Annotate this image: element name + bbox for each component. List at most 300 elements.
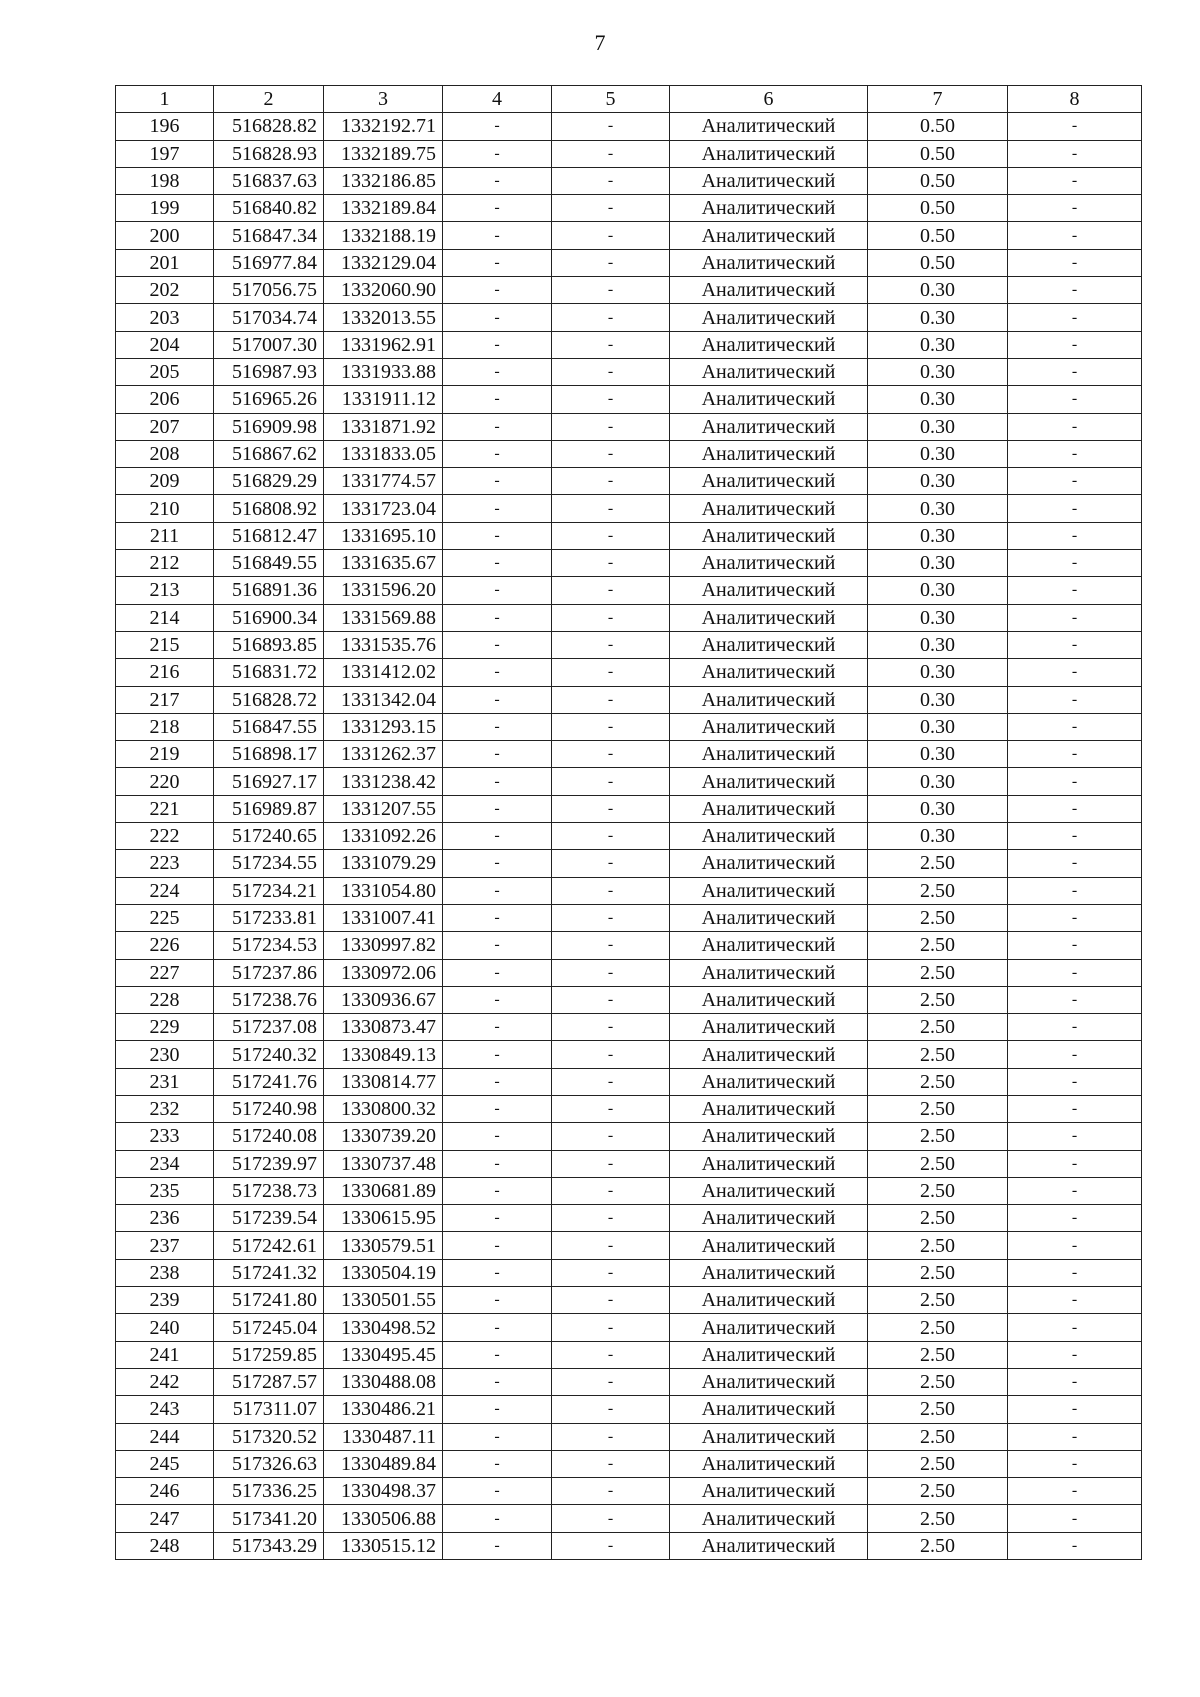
- accuracy-cell: 0.30: [868, 331, 1008, 358]
- table-row: [116, 358, 1142, 385]
- table-row: [116, 1532, 1142, 1559]
- method-cell: Аналитический: [670, 904, 868, 931]
- accuracy-cell: 2.50: [868, 1450, 1008, 1477]
- point-number-cell: 206: [116, 386, 214, 413]
- x-coordinate-cell: 517343.29: [214, 1532, 324, 1559]
- x-coordinate-cell: 517239.54: [214, 1205, 324, 1232]
- column-5-cell: -: [552, 823, 670, 850]
- column-5-cell: -: [552, 1014, 670, 1041]
- column-8-cell: -: [1008, 440, 1142, 467]
- point-number-cell: 202: [116, 277, 214, 304]
- method-cell: Аналитический: [670, 1450, 868, 1477]
- x-coordinate-cell: 516927.17: [214, 768, 324, 795]
- accuracy-cell: 0.30: [868, 440, 1008, 467]
- method-cell: Аналитический: [670, 1532, 868, 1559]
- table-row: [116, 1478, 1142, 1505]
- table-row: [116, 631, 1142, 658]
- column-8-cell: -: [1008, 386, 1142, 413]
- column-8-cell: -: [1008, 604, 1142, 631]
- column-8-cell: -: [1008, 1014, 1142, 1041]
- column-header: 7: [868, 86, 1008, 113]
- column-5-cell: -: [552, 167, 670, 194]
- accuracy-cell: 2.50: [868, 1259, 1008, 1286]
- accuracy-cell: 2.50: [868, 850, 1008, 877]
- coordinates-table: [115, 85, 1142, 1560]
- method-cell: Аналитический: [670, 1177, 868, 1204]
- method-cell: Аналитический: [670, 768, 868, 795]
- y-coordinate-cell: 1330972.06: [324, 959, 443, 986]
- y-coordinate-cell: 1332060.90: [324, 277, 443, 304]
- accuracy-cell: 2.50: [868, 1205, 1008, 1232]
- y-coordinate-cell: 1331962.91: [324, 331, 443, 358]
- accuracy-cell: 2.50: [868, 959, 1008, 986]
- table-row: [116, 113, 1142, 140]
- column-5-cell: -: [552, 550, 670, 577]
- column-5-cell: -: [552, 522, 670, 549]
- accuracy-cell: 0.30: [868, 795, 1008, 822]
- point-number-cell: 229: [116, 1014, 214, 1041]
- point-number-cell: 201: [116, 249, 214, 276]
- x-coordinate-cell: 516893.85: [214, 631, 324, 658]
- point-number-cell: 238: [116, 1259, 214, 1286]
- column-4-cell: -: [443, 741, 552, 768]
- point-number-cell: 240: [116, 1314, 214, 1341]
- column-8-cell: -: [1008, 1041, 1142, 1068]
- column-header: 4: [443, 86, 552, 113]
- method-cell: Аналитический: [670, 795, 868, 822]
- y-coordinate-cell: 1330739.20: [324, 1123, 443, 1150]
- method-cell: Аналитический: [670, 1396, 868, 1423]
- table-row: [116, 468, 1142, 495]
- x-coordinate-cell: 517341.20: [214, 1505, 324, 1532]
- column-header: 1: [116, 86, 214, 113]
- x-coordinate-cell: 516847.34: [214, 222, 324, 249]
- accuracy-cell: 2.50: [868, 1423, 1008, 1450]
- column-4-cell: -: [443, 195, 552, 222]
- column-4-cell: -: [443, 1505, 552, 1532]
- x-coordinate-cell: 516847.55: [214, 713, 324, 740]
- x-coordinate-cell: 516828.72: [214, 686, 324, 713]
- x-coordinate-cell: 517237.08: [214, 1014, 324, 1041]
- column-5-cell: -: [552, 495, 670, 522]
- table-row: [116, 604, 1142, 631]
- y-coordinate-cell: 1330814.77: [324, 1068, 443, 1095]
- column-5-cell: -: [552, 1450, 670, 1477]
- accuracy-cell: 2.50: [868, 1095, 1008, 1122]
- column-5-cell: -: [552, 1123, 670, 1150]
- table-row: [116, 577, 1142, 604]
- method-cell: Аналитический: [670, 1423, 868, 1450]
- column-header: 8: [1008, 86, 1142, 113]
- x-coordinate-cell: 517240.32: [214, 1041, 324, 1068]
- table-row: [116, 413, 1142, 440]
- column-8-cell: -: [1008, 277, 1142, 304]
- column-8-cell: -: [1008, 167, 1142, 194]
- point-number-cell: 211: [116, 522, 214, 549]
- column-8-cell: -: [1008, 358, 1142, 385]
- y-coordinate-cell: 1330737.48: [324, 1150, 443, 1177]
- point-number-cell: 236: [116, 1205, 214, 1232]
- column-header: 6: [670, 86, 868, 113]
- accuracy-cell: 2.50: [868, 1532, 1008, 1559]
- x-coordinate-cell: 517234.21: [214, 877, 324, 904]
- column-4-cell: -: [443, 1205, 552, 1232]
- column-5-cell: -: [552, 1068, 670, 1095]
- column-4-cell: -: [443, 1095, 552, 1122]
- column-4-cell: -: [443, 1150, 552, 1177]
- method-cell: Аналитический: [670, 604, 868, 631]
- column-4-cell: -: [443, 1232, 552, 1259]
- point-number-cell: 224: [116, 877, 214, 904]
- column-5-cell: -: [552, 1532, 670, 1559]
- accuracy-cell: 2.50: [868, 1177, 1008, 1204]
- accuracy-cell: 2.50: [868, 1150, 1008, 1177]
- point-number-cell: 213: [116, 577, 214, 604]
- x-coordinate-cell: 516900.34: [214, 604, 324, 631]
- column-4-cell: -: [443, 358, 552, 385]
- column-8-cell: -: [1008, 795, 1142, 822]
- method-cell: Аналитический: [670, 1068, 868, 1095]
- point-number-cell: 218: [116, 713, 214, 740]
- y-coordinate-cell: 1330498.52: [324, 1314, 443, 1341]
- point-number-cell: 203: [116, 304, 214, 331]
- y-coordinate-cell: 1331238.42: [324, 768, 443, 795]
- column-header: 2: [214, 86, 324, 113]
- y-coordinate-cell: 1332189.75: [324, 140, 443, 167]
- method-cell: Аналитический: [670, 140, 868, 167]
- x-coordinate-cell: 517238.73: [214, 1177, 324, 1204]
- column-8-cell: -: [1008, 768, 1142, 795]
- method-cell: Аналитический: [670, 823, 868, 850]
- x-coordinate-cell: 517238.76: [214, 986, 324, 1013]
- column-5-cell: -: [552, 1341, 670, 1368]
- column-4-cell: -: [443, 631, 552, 658]
- table-row: [116, 741, 1142, 768]
- x-coordinate-cell: 517242.61: [214, 1232, 324, 1259]
- point-number-cell: 208: [116, 440, 214, 467]
- point-number-cell: 234: [116, 1150, 214, 1177]
- column-8-cell: -: [1008, 495, 1142, 522]
- table-row: [116, 277, 1142, 304]
- accuracy-cell: 0.30: [868, 386, 1008, 413]
- method-cell: Аналитический: [670, 1505, 868, 1532]
- y-coordinate-cell: 1331774.57: [324, 468, 443, 495]
- column-8-cell: -: [1008, 959, 1142, 986]
- x-coordinate-cell: 517311.07: [214, 1396, 324, 1423]
- accuracy-cell: 2.50: [868, 1396, 1008, 1423]
- x-coordinate-cell: 517336.25: [214, 1478, 324, 1505]
- table-row: [116, 140, 1142, 167]
- point-number-cell: 232: [116, 1095, 214, 1122]
- accuracy-cell: 0.50: [868, 167, 1008, 194]
- column-5-cell: -: [552, 358, 670, 385]
- column-8-cell: -: [1008, 577, 1142, 604]
- x-coordinate-cell: 517259.85: [214, 1341, 324, 1368]
- y-coordinate-cell: 1332129.04: [324, 249, 443, 276]
- method-cell: Аналитический: [670, 1041, 868, 1068]
- table-row: [116, 1123, 1142, 1150]
- method-cell: Аналитический: [670, 249, 868, 276]
- table-row: [116, 795, 1142, 822]
- column-5-cell: -: [552, 932, 670, 959]
- method-cell: Аналитический: [670, 932, 868, 959]
- accuracy-cell: 0.30: [868, 413, 1008, 440]
- column-5-cell: -: [552, 686, 670, 713]
- table-row: [116, 1396, 1142, 1423]
- point-number-cell: 204: [116, 331, 214, 358]
- accuracy-cell: 0.30: [868, 550, 1008, 577]
- accuracy-cell: 0.30: [868, 522, 1008, 549]
- table-row: [116, 550, 1142, 577]
- table-row: [116, 1423, 1142, 1450]
- point-number-cell: 198: [116, 167, 214, 194]
- y-coordinate-cell: 1330506.88: [324, 1505, 443, 1532]
- method-cell: Аналитический: [670, 1341, 868, 1368]
- column-8-cell: -: [1008, 1287, 1142, 1314]
- column-8-cell: -: [1008, 1123, 1142, 1150]
- column-5-cell: -: [552, 1259, 670, 1286]
- x-coordinate-cell: 516898.17: [214, 741, 324, 768]
- column-5-cell: -: [552, 577, 670, 604]
- column-8-cell: -: [1008, 877, 1142, 904]
- table-row: [116, 1068, 1142, 1095]
- column-8-cell: -: [1008, 1396, 1142, 1423]
- y-coordinate-cell: 1331092.26: [324, 823, 443, 850]
- x-coordinate-cell: 517287.57: [214, 1368, 324, 1395]
- x-coordinate-cell: 516831.72: [214, 659, 324, 686]
- column-8-cell: -: [1008, 686, 1142, 713]
- column-4-cell: -: [443, 1532, 552, 1559]
- method-cell: Аналитический: [670, 468, 868, 495]
- accuracy-cell: 0.30: [868, 577, 1008, 604]
- column-4-cell: -: [443, 222, 552, 249]
- accuracy-cell: 2.50: [868, 1341, 1008, 1368]
- accuracy-cell: 2.50: [868, 1041, 1008, 1068]
- column-4-cell: -: [443, 877, 552, 904]
- point-number-cell: 226: [116, 932, 214, 959]
- x-coordinate-cell: 517237.86: [214, 959, 324, 986]
- column-5-cell: -: [552, 413, 670, 440]
- table-body: [116, 113, 1142, 1560]
- y-coordinate-cell: 1331293.15: [324, 713, 443, 740]
- x-coordinate-cell: 517056.75: [214, 277, 324, 304]
- y-coordinate-cell: 1330501.55: [324, 1287, 443, 1314]
- column-5-cell: -: [552, 249, 670, 276]
- table-row: [116, 331, 1142, 358]
- y-coordinate-cell: 1332188.19: [324, 222, 443, 249]
- y-coordinate-cell: 1331054.80: [324, 877, 443, 904]
- column-5-cell: -: [552, 1177, 670, 1204]
- method-cell: Аналитический: [670, 522, 868, 549]
- method-cell: Аналитический: [670, 659, 868, 686]
- y-coordinate-cell: 1330504.19: [324, 1259, 443, 1286]
- column-4-cell: -: [443, 277, 552, 304]
- point-number-cell: 212: [116, 550, 214, 577]
- table-row: [116, 877, 1142, 904]
- column-4-cell: -: [443, 986, 552, 1013]
- point-number-cell: 246: [116, 1478, 214, 1505]
- point-number-cell: 243: [116, 1396, 214, 1423]
- y-coordinate-cell: 1332192.71: [324, 113, 443, 140]
- column-8-cell: -: [1008, 140, 1142, 167]
- x-coordinate-cell: 516965.26: [214, 386, 324, 413]
- method-cell: Аналитический: [670, 331, 868, 358]
- x-coordinate-cell: 516837.63: [214, 167, 324, 194]
- table-row: [116, 522, 1142, 549]
- column-5-cell: -: [552, 1478, 670, 1505]
- method-cell: Аналитический: [670, 1123, 868, 1150]
- y-coordinate-cell: 1331911.12: [324, 386, 443, 413]
- column-4-cell: -: [443, 1341, 552, 1368]
- column-8-cell: -: [1008, 986, 1142, 1013]
- column-4-cell: -: [443, 823, 552, 850]
- column-5-cell: -: [552, 1150, 670, 1177]
- x-coordinate-cell: 516987.93: [214, 358, 324, 385]
- column-8-cell: -: [1008, 713, 1142, 740]
- column-4-cell: -: [443, 140, 552, 167]
- column-5-cell: -: [552, 741, 670, 768]
- table-row: [116, 1287, 1142, 1314]
- column-4-cell: -: [443, 1014, 552, 1041]
- column-4-cell: -: [443, 1450, 552, 1477]
- y-coordinate-cell: 1331207.55: [324, 795, 443, 822]
- point-number-cell: 247: [116, 1505, 214, 1532]
- accuracy-cell: 2.50: [868, 1068, 1008, 1095]
- table-row: [116, 440, 1142, 467]
- column-8-cell: -: [1008, 1205, 1142, 1232]
- table-row: [116, 222, 1142, 249]
- table-row: [116, 1095, 1142, 1122]
- x-coordinate-cell: 517234.55: [214, 850, 324, 877]
- table-row: [116, 1259, 1142, 1286]
- table-row: [116, 768, 1142, 795]
- y-coordinate-cell: 1331342.04: [324, 686, 443, 713]
- column-8-cell: -: [1008, 304, 1142, 331]
- table-row: [116, 1341, 1142, 1368]
- x-coordinate-cell: 517241.32: [214, 1259, 324, 1286]
- y-coordinate-cell: 1331695.10: [324, 522, 443, 549]
- column-5-cell: -: [552, 1041, 670, 1068]
- accuracy-cell: 2.50: [868, 1014, 1008, 1041]
- x-coordinate-cell: 517007.30: [214, 331, 324, 358]
- accuracy-cell: 0.50: [868, 222, 1008, 249]
- point-number-cell: 242: [116, 1368, 214, 1395]
- column-8-cell: -: [1008, 1314, 1142, 1341]
- column-5-cell: -: [552, 304, 670, 331]
- x-coordinate-cell: 517326.63: [214, 1450, 324, 1477]
- column-5-cell: -: [552, 659, 670, 686]
- column-4-cell: -: [443, 1123, 552, 1150]
- accuracy-cell: 0.30: [868, 468, 1008, 495]
- x-coordinate-cell: 517240.08: [214, 1123, 324, 1150]
- point-number-cell: 225: [116, 904, 214, 931]
- column-5-cell: -: [552, 440, 670, 467]
- column-5-cell: -: [552, 1368, 670, 1395]
- method-cell: Аналитический: [670, 167, 868, 194]
- method-cell: Аналитический: [670, 550, 868, 577]
- method-cell: Аналитический: [670, 577, 868, 604]
- x-coordinate-cell: 516909.98: [214, 413, 324, 440]
- accuracy-cell: 0.50: [868, 249, 1008, 276]
- accuracy-cell: 2.50: [868, 1505, 1008, 1532]
- column-8-cell: -: [1008, 741, 1142, 768]
- accuracy-cell: 0.30: [868, 304, 1008, 331]
- y-coordinate-cell: 1331723.04: [324, 495, 443, 522]
- accuracy-cell: 2.50: [868, 1368, 1008, 1395]
- point-number-cell: 241: [116, 1341, 214, 1368]
- table-row: [116, 1041, 1142, 1068]
- column-4-cell: -: [443, 331, 552, 358]
- column-4-cell: -: [443, 1259, 552, 1286]
- column-5-cell: -: [552, 195, 670, 222]
- method-cell: Аналитический: [670, 386, 868, 413]
- x-coordinate-cell: 517233.81: [214, 904, 324, 931]
- table-row: [116, 1368, 1142, 1395]
- table-row: [116, 1177, 1142, 1204]
- x-coordinate-cell: 517241.80: [214, 1287, 324, 1314]
- point-number-cell: 245: [116, 1450, 214, 1477]
- accuracy-cell: 0.30: [868, 358, 1008, 385]
- method-cell: Аналитический: [670, 631, 868, 658]
- column-5-cell: -: [552, 986, 670, 1013]
- point-number-cell: 230: [116, 1041, 214, 1068]
- point-number-cell: 200: [116, 222, 214, 249]
- method-cell: Аналитический: [670, 986, 868, 1013]
- column-4-cell: -: [443, 577, 552, 604]
- column-8-cell: -: [1008, 1259, 1142, 1286]
- column-5-cell: -: [552, 604, 670, 631]
- method-cell: Аналитический: [670, 358, 868, 385]
- column-8-cell: -: [1008, 249, 1142, 276]
- y-coordinate-cell: 1331262.37: [324, 741, 443, 768]
- x-coordinate-cell: 516829.29: [214, 468, 324, 495]
- column-4-cell: -: [443, 795, 552, 822]
- method-cell: Аналитический: [670, 1150, 868, 1177]
- y-coordinate-cell: 1331007.41: [324, 904, 443, 931]
- method-cell: Аналитический: [670, 713, 868, 740]
- table-row: [116, 959, 1142, 986]
- table-row: [116, 167, 1142, 194]
- table-row: [116, 386, 1142, 413]
- x-coordinate-cell: 517239.97: [214, 1150, 324, 1177]
- column-5-cell: -: [552, 904, 670, 931]
- x-coordinate-cell: 517320.52: [214, 1423, 324, 1450]
- x-coordinate-cell: 516812.47: [214, 522, 324, 549]
- method-cell: Аналитический: [670, 1095, 868, 1122]
- x-coordinate-cell: 517240.65: [214, 823, 324, 850]
- point-number-cell: 209: [116, 468, 214, 495]
- column-5-cell: -: [552, 1287, 670, 1314]
- table-row: [116, 195, 1142, 222]
- column-4-cell: -: [443, 904, 552, 931]
- column-4-cell: -: [443, 959, 552, 986]
- point-number-cell: 197: [116, 140, 214, 167]
- column-4-cell: -: [443, 304, 552, 331]
- column-5-cell: -: [552, 468, 670, 495]
- y-coordinate-cell: 1330515.12: [324, 1532, 443, 1559]
- method-cell: Аналитический: [670, 277, 868, 304]
- y-coordinate-cell: 1331635.67: [324, 550, 443, 577]
- accuracy-cell: 2.50: [868, 904, 1008, 931]
- accuracy-cell: 0.50: [868, 140, 1008, 167]
- column-4-cell: -: [443, 113, 552, 140]
- column-8-cell: -: [1008, 222, 1142, 249]
- table-row: [116, 904, 1142, 931]
- column-4-cell: -: [443, 850, 552, 877]
- column-5-cell: -: [552, 631, 670, 658]
- table-row: [116, 249, 1142, 276]
- column-header: 5: [552, 86, 670, 113]
